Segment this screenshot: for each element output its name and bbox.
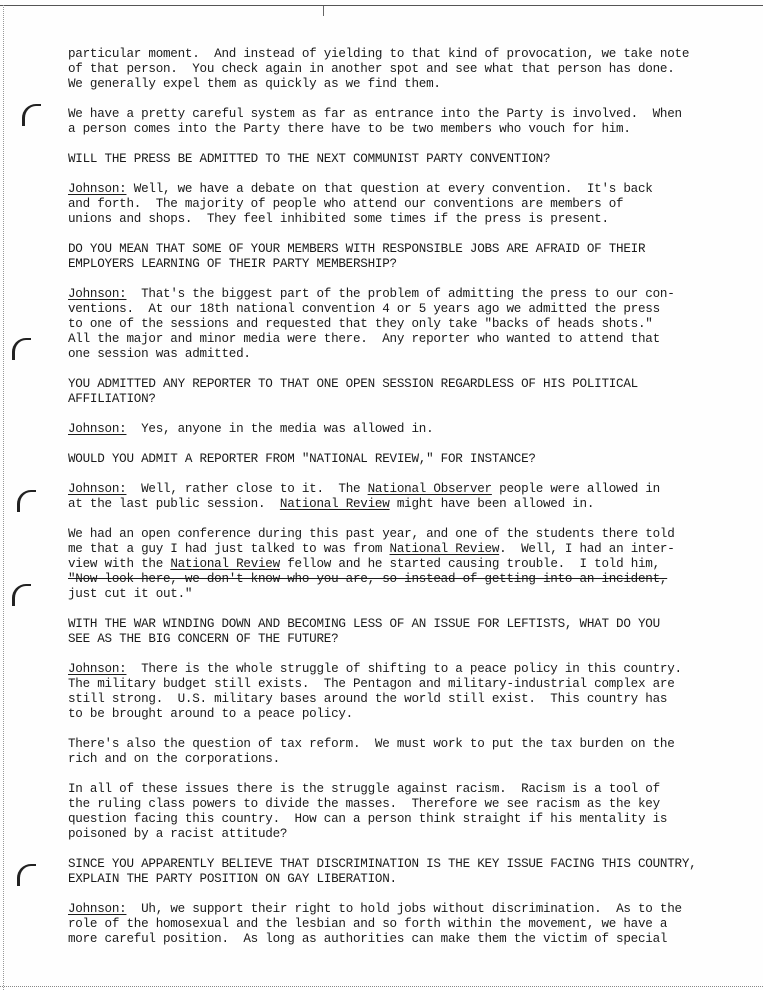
text-line: me that a guy I had just talked to was from National Review. Well, I had an inter-: [68, 542, 675, 556]
paragraph: [68, 107, 728, 137]
text-line: There's also the question of tax reform. We must work to put the tax burden on the: [68, 737, 675, 751]
paragraph: [68, 152, 728, 167]
text-line: Johnson: Yes, anyone in the media was allowed in.: [68, 422, 434, 436]
page-left-edge: [3, 5, 4, 990]
text-line: DO YOU MEAN THAT SOME OF YOUR MEMBERS WITH RESPONSIBLE JOBS ARE AFRAID OF THEIR: [68, 242, 646, 256]
text-line: ventions. At our 18th national convention 4 or 5 years ago we admitted the press: [68, 302, 660, 316]
paragraph: [68, 737, 728, 767]
paragraph: [68, 47, 728, 92]
text-line: SINCE YOU APPARENTLY BELIEVE THAT DISCRIMINATION IS THE KEY ISSUE FACING THIS COUNTRY,: [68, 857, 697, 871]
paragraph: [68, 452, 728, 467]
text-line: WOULD YOU ADMIT A REPORTER FROM "NATIONAL REVIEW," FOR INSTANCE?: [68, 452, 536, 466]
text-line: Johnson: Well, we have a debate on that question at every convention. It's back: [68, 182, 653, 196]
paragraph: [68, 287, 728, 362]
binder-hole-mark: [12, 338, 31, 360]
paragraph: [68, 527, 728, 602]
text-line: Johnson: That's the biggest part of the problem of admitting the press to our con-: [68, 287, 675, 301]
text-line: "Now look here, we don't know who you are, so instead of getting into an incident,: [68, 572, 668, 586]
text-line: question facing this country. How can a person think straight if his mentality is: [68, 812, 668, 826]
paragraph: [68, 242, 728, 272]
text-line: WITH THE WAR WINDING DOWN AND BECOMING LESS OF AN ISSUE FOR LEFTISTS, WHAT DO YOU: [68, 617, 660, 631]
paragraph: [68, 857, 728, 887]
text-line: Johnson: There is the whole struggle of shifting to a peace policy in this country.: [68, 662, 682, 676]
paragraph: [68, 422, 728, 437]
text-line: Johnson: Uh, we support their right to hold jobs without discrimination. As to the: [68, 902, 682, 916]
text-line: We have a pretty careful system as far as entrance into the Party is involved. When: [68, 107, 682, 121]
text-line: AFFILIATION?: [68, 392, 156, 406]
text-line: the ruling class powers to divide the masses. Therefore we see racism as the key: [68, 797, 660, 811]
text-line: We had an open conference during this past year, and one of the students there told: [68, 527, 675, 541]
binder-hole-mark: [12, 584, 31, 606]
text-line: We generally expel them as quickly as we find them.: [68, 77, 441, 91]
page-top-edge: [0, 5, 763, 6]
text-line: WILL THE PRESS BE ADMITTED TO THE NEXT COMMUNIST PARTY CONVENTION?: [68, 152, 551, 166]
text-line: EXPLAIN THE PARTY POSITION ON GAY LIBERATION.: [68, 872, 397, 886]
text-line: view with the National Review fellow and he started causing trouble. I told him,: [68, 557, 660, 571]
text-line: YOU ADMITTED ANY REPORTER TO THAT ONE OPEN SESSION REGARDLESS OF HIS POLITICAL: [68, 377, 638, 391]
text-line: rich and on the corporations.: [68, 752, 280, 766]
text-line: of that person. You check again in another spot and see what that person has done.: [68, 62, 675, 76]
text-line: one session was admitted.: [68, 347, 251, 361]
text-line: In all of these issues there is the struggle against racism. Racism is a tool of: [68, 782, 660, 796]
text-line: Johnson: Well, rather close to it. The National Observer people were allowed in: [68, 482, 660, 496]
text-line: just cut it out.": [68, 587, 193, 601]
text-line: to one of the sessions and requested that they only take "backs of heads shots.": [68, 317, 653, 331]
text-line: a person comes into the Party there have to be two members who vouch for him.: [68, 122, 631, 136]
binder-hole-mark: [22, 104, 41, 126]
text-line: EMPLOYERS LEARNING OF THEIR PARTY MEMBERSHIP?: [68, 257, 397, 271]
text-line: unions and shops. They feel inhibited some times if the press is present.: [68, 212, 609, 226]
paragraph: [68, 482, 728, 512]
paragraph: [68, 617, 728, 647]
text-line: The military budget still exists. The Pentagon and military-industrial complex are: [68, 677, 675, 691]
text-line: SEE AS THE BIG CONCERN OF THE FUTURE?: [68, 632, 339, 646]
text-line: role of the homosexual and the lesbian and so forth within the movement, we have a: [68, 917, 668, 931]
text-line: still strong. U.S. military bases around the world still exist. This country has: [68, 692, 668, 706]
text-line: poisoned by a racist attitude?: [68, 827, 288, 841]
binder-hole-mark: [17, 490, 36, 512]
top-tick-mark: [323, 6, 324, 16]
text-line: and forth. The majority of people who attend our conventions are members of: [68, 197, 624, 211]
paragraph: [68, 902, 728, 947]
paragraph: [68, 662, 728, 722]
text-line: particular moment. And instead of yielding to that kind of provocation, we take note: [68, 47, 690, 61]
text-line: All the major and minor media were there. Any reporter who wanted to attend that: [68, 332, 660, 346]
text-line: at the last public session. National Review might have been allowed in.: [68, 497, 595, 511]
document-body: [68, 47, 728, 962]
binder-hole-mark: [17, 864, 36, 886]
page-bottom-edge: [0, 986, 763, 987]
paragraph: [68, 782, 728, 842]
text-line: to be brought around to a peace policy.: [68, 707, 353, 721]
paragraph: [68, 182, 728, 227]
paragraph: [68, 377, 728, 407]
text-line: more careful position. As long as authorities can make them the victim of special: [68, 932, 668, 946]
